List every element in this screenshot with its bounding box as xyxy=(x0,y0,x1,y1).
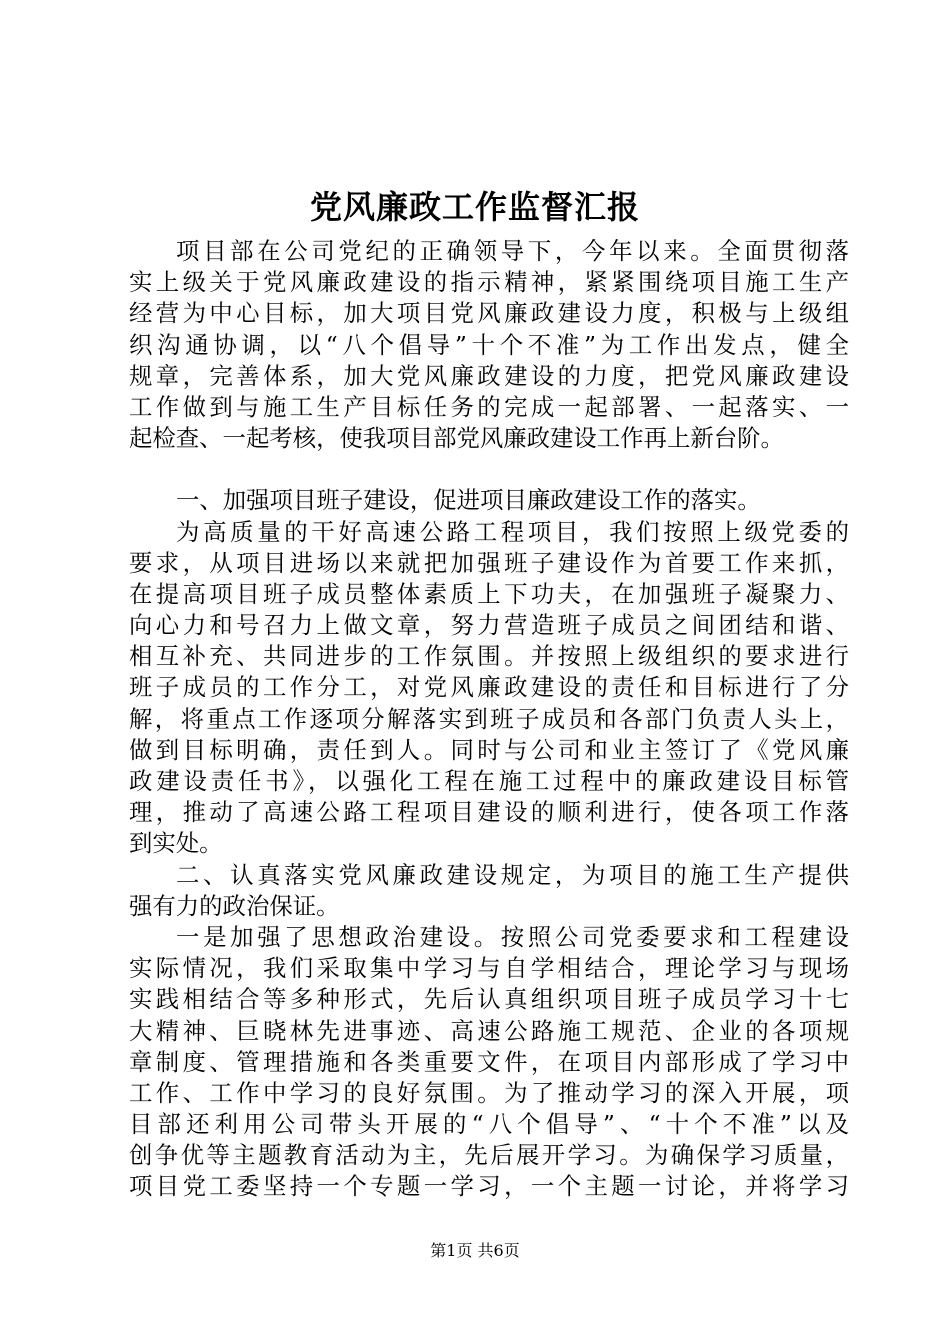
text-line: 规章，完善体系，加大党风廉政建设的力度，把党风廉政建设 xyxy=(129,361,849,390)
text-line: 创争优等主题教育活动为主，先后展开学习。为确保学习质量， xyxy=(129,1141,849,1170)
text-line: 要求，从项目进场以来就把加强班子建设作为首要工作来抓， xyxy=(129,548,849,577)
text-line: 政建设责任书》，以强化工程在施工过程中的廉政建设目标管 xyxy=(129,767,849,795)
text-line: 为高质量的干好高速公路工程项目，我们按照上级党委的 xyxy=(176,517,849,546)
text-line: 起检查、一起考核，使我项目部党风廉政建设工作再上新台阶。 xyxy=(129,424,784,453)
text-line: 实践相结合等多种形式，先后认真组织项目班子成员学习十七 xyxy=(129,985,849,1014)
text-line: 项目部在公司党纪的正确领导下，今年以来。全面贯彻落 xyxy=(176,237,849,265)
text-line: 相互补充、共同进步的工作氛围。并按照上级组织的要求进行 xyxy=(129,642,849,671)
text-line: 目部还利用公司带头开展的“八个倡导”、“十个不准”以及 xyxy=(129,1110,849,1139)
text-line: 到实处。 xyxy=(129,829,223,858)
paragraph-political-building xyxy=(129,922,849,1203)
text-line: 班子成员的工作分工，对党风廉政建设的责任和目标进行了分 xyxy=(129,673,849,702)
text-line: 章制度、管理措施和各类重要文件，在项目内部形成了学习中 xyxy=(129,1047,849,1076)
text-line: 织沟通协调，以“八个倡导”十个不准”为工作出发点，健全 xyxy=(129,330,849,359)
text-line: 强有力的政治保证。 xyxy=(129,891,340,920)
paragraph-team-building xyxy=(129,517,849,860)
text-line: 项目党工委坚持一个专题一学习，一个主题一讨论，并将学习 xyxy=(129,1172,849,1201)
text-line: 一是加强了思想政治建设。按照公司党委要求和工程建设 xyxy=(176,922,849,951)
text-line: 在提高项目班子成员整体素质上下功夫，在加强班子凝聚力、 xyxy=(129,579,849,608)
text-line: 一、加强项目班子建设，促进项目廉政建设工作的落实。 xyxy=(176,486,761,515)
page-number-footer: 第1页 共6页 xyxy=(430,1241,520,1260)
document-title: 党风廉政工作监督汇报 xyxy=(309,188,640,226)
paragraph-spacer xyxy=(129,454,849,485)
text-line: 做到目标明确，责任到人。同时与公司和业主签订了《党风廉 xyxy=(129,735,849,764)
text-line: 工作做到与施工生产目标任务的完成一起部署、一起落实、一 xyxy=(129,392,849,421)
text-line: 解，将重点工作逐项分解落实到班子成员和各部门负责人头上， xyxy=(129,704,849,733)
text-line: 理，推动了高速公路工程项目建设的顺利进行，使各项工作落 xyxy=(129,798,849,827)
text-line: 向心力和号召力上做文章，努力营造班子成员之间团结和谐、 xyxy=(129,611,849,640)
text-line: 二、认真落实党风廉政建设规定，为项目的施工生产提供 xyxy=(176,860,849,889)
text-line: 大精神、巨晓林先进事迹、高速公路施工规范、企业的各项规 xyxy=(129,1016,849,1045)
text-line: 工作、工作中学习的良好氛围。为了推动学习的深入开展，项 xyxy=(129,1078,849,1107)
document-body xyxy=(129,236,849,1203)
text-line: 实际情况，我们采取集中学习与自学相结合，理论学习与现场 xyxy=(129,954,849,983)
section-heading-2 xyxy=(129,860,849,922)
section-heading-1 xyxy=(129,485,849,516)
paragraph-intro xyxy=(129,236,849,454)
text-line: 实上级关于党风廉政建设的指示精神，紧紧围绕项目施工生产 xyxy=(129,268,849,297)
text-line: 经营为中心目标，加大项目党风廉政建设力度，积极与上级组 xyxy=(129,299,849,328)
